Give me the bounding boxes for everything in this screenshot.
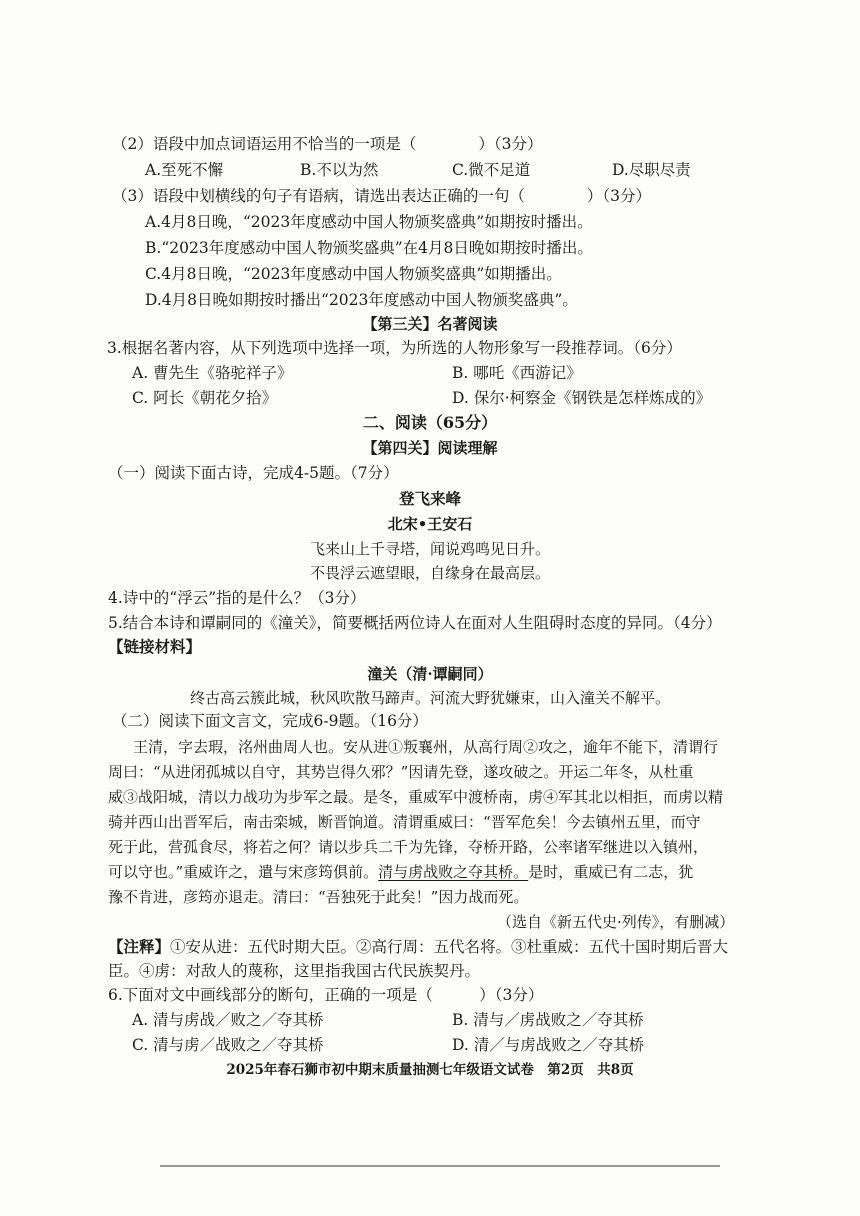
prose-line-1: 王清，字去瑕，洺州曲周人也。安从进①叛襄州，从高行周②攻之，逾年不能下，清谓行 bbox=[133, 738, 719, 756]
q3main-option-b: B. 哪吒《西游记》 bbox=[452, 364, 582, 382]
question-4: 4.诗中的“浮云”指的是什么？（3分） bbox=[108, 589, 366, 607]
prose-line-3: 威③战阳城，清以力战功为步军之最。是冬，重威军中渡桥南，虏④军其北以相拒，而虏以精 bbox=[108, 788, 724, 806]
prose-line-6 bbox=[108, 862, 693, 882]
q3main-option-d: D. 保尔·柯察金《钢铁是怎样炼成的》 bbox=[452, 389, 712, 407]
page-footer: 2025年春石狮市初中期末质量抽测七年级语文试卷 第2页 共8页 bbox=[226, 1062, 634, 1078]
q2-option-b: B.不以为然 bbox=[300, 161, 379, 179]
q3main-option-c: C. 阿长《朝花夕拾》 bbox=[132, 389, 278, 407]
notes-text-1: ①安从进：五代时期大臣。②高行周：五代名将。③杜重威：五代十国时期后晋大 bbox=[170, 938, 729, 956]
link-material-heading: 【链接材料】 bbox=[108, 637, 202, 656]
q3-option-a: A.4月8日晚，“2023年度感动中国人物颁奖盛典”如期按时播出。 bbox=[145, 213, 593, 231]
notes-line-1 bbox=[108, 937, 728, 957]
prose-line-7: 豫不肯进，彦筠亦退走。清曰：“吾独死于此矣！”因力战而死。 bbox=[108, 888, 529, 906]
question-3-sub-stem: （3）语段中划横线的句子有语病，请选出表达正确的一句（ ）（3分） bbox=[112, 187, 651, 205]
q6-option-c: C. 清与虏／战败之／夺其桥 bbox=[132, 1036, 324, 1054]
level-3-heading: 【第三关】名著阅读 bbox=[362, 315, 498, 333]
poem-instruction: （一）阅读下面古诗，完成4-5题。（7分） bbox=[108, 464, 399, 482]
level-4-heading: 【第四关】阅读理解 bbox=[362, 439, 498, 457]
section-2-heading: 二、阅读（65分） bbox=[362, 413, 498, 432]
prose-line-4: 骑并西山出晋军后，南击栾城，断晋饷道。清谓重威曰：“晋军危矣！今去镇州五里，而守 bbox=[108, 813, 701, 831]
prose-source: （选自《新五代史·列传》，有删减） bbox=[497, 913, 735, 931]
q2-option-d: D.尽职尽责 bbox=[612, 161, 691, 179]
prose-line-6-tail: 是时，重威已有二志，犹 bbox=[528, 863, 694, 881]
notes-line-2: 臣。④虏：对敌人的蔑称，这里指我国古代民族契丹。 bbox=[108, 962, 481, 980]
poem-author: 北宋•王安石 bbox=[387, 515, 473, 533]
q2-option-a: A.至死不懈 bbox=[145, 161, 224, 179]
link-poem-title: 潼关（清·谭嗣同） bbox=[367, 665, 493, 683]
q6-option-a: A. 清与虏战／败之／夺其桥 bbox=[132, 1011, 324, 1029]
question-5: 5.结合本诗和谭嗣同的《潼关》，简要概括两位诗人在面对人生阻碍时态度的异同。（4分） bbox=[108, 614, 722, 632]
prose-line-2: 周曰：“从进闭孤城以自守，其势岂得久邪？”因请先登，遂攻破之。开运二年冬，从杜重 bbox=[108, 763, 694, 781]
prose-line-5: 死于此，营孤食尽，将若之何？请以步兵二千为先锋，夺桥开路，公率诸军继进以入镇州， bbox=[108, 838, 709, 856]
notes-label: 【注释】 bbox=[108, 937, 171, 956]
q3-option-b: B.“2023年度感动中国人物颁奖盛典”在4月8日晚如期按时播出。 bbox=[145, 239, 593, 257]
scan-edge-line bbox=[160, 1165, 720, 1167]
poem-title: 登飞来峰 bbox=[398, 489, 461, 508]
q6-option-b: B. 清与／虏战败之／夺其桥 bbox=[452, 1011, 644, 1029]
prose-instruction: （二）阅读下面文言文，完成6-9题。（16分） bbox=[112, 712, 428, 730]
link-poem-text: 终古高云簇此城，秋风吹散马蹄声。河流大野犹嫌束，山入潼关不解平。 bbox=[189, 689, 670, 707]
poem-line-1: 飞来山上千寻塔，闻说鸡鸣见日升。 bbox=[309, 540, 550, 558]
q3-option-c: C.4月8日晚，“2023年度感动中国人物颁奖盛典”如期播出。 bbox=[145, 265, 562, 283]
question-2-stem: （2）语段中加点词语运用不恰当的一项是（ ）（3分） bbox=[112, 135, 543, 153]
question-6-stem: 6.下面对文中画线部分的断句，正确的一项是（ ）（3分） bbox=[108, 986, 544, 1004]
question-3-stem: 3.根据名著内容，从下列选项中选择一项，为所选的人物形象写一段推荐词。（6分） bbox=[107, 339, 682, 357]
q3main-option-a: A. 曹先生《骆驼祥子》 bbox=[132, 364, 293, 382]
poem-line-2: 不畏浮云遮望眼，自缘身在最高层。 bbox=[309, 564, 550, 582]
q6-option-d: D. 清／与虏战败之／夺其桥 bbox=[452, 1036, 645, 1054]
q2-option-c: C.微不足道 bbox=[452, 161, 531, 179]
underlined-sentence: 清与虏战败之夺其桥。 bbox=[378, 863, 529, 881]
q3-option-d: D.4月8日晚如期按时播出“2023年度感动中国人物颁奖盛典”。 bbox=[145, 291, 578, 309]
prose-line-6-text: 可以守也。”重威许之，遣与宋彦筠俱前。 bbox=[108, 863, 379, 881]
